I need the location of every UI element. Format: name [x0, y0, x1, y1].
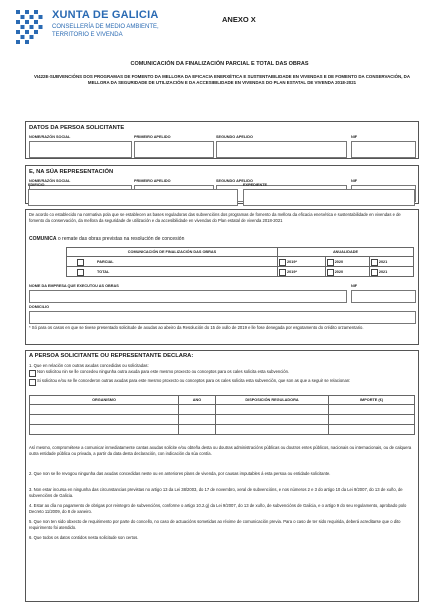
parcial-label: PARCIAL: [97, 259, 114, 264]
total-2020-checkbox[interactable]: [327, 269, 334, 276]
company-label: NOME DA EMPRESA QUE EXECUTOU AS OBRAS: [29, 284, 119, 288]
aids-cell[interactable]: [30, 405, 179, 415]
declara-item-1: 1. Que en relación con outras axudas concedidas ou solicitadas:: [29, 363, 149, 368]
applicant-nif-label: NIF: [351, 135, 358, 139]
document-title: COMUNICACIÓN DA FINALIZACIÓN PARCIAL E TOTAL DAS OBRAS: [130, 61, 309, 67]
org-sub-line-2: TERRITORIO E VIVENDA: [52, 32, 123, 38]
domicilio-field[interactable]: [29, 311, 416, 324]
parcial-2019-checkbox[interactable]: [279, 259, 286, 266]
applicant-surname1-field[interactable]: [134, 141, 214, 158]
comunica-heading-rest: o remate das obras previstas na resolución de concesión: [56, 236, 185, 242]
domicilio-label: DOMICILIO: [29, 305, 50, 309]
aids-head-ano: ANO: [179, 396, 216, 405]
comunica-heading-bold: COMUNICA: [29, 236, 57, 242]
aids-cell[interactable]: [329, 425, 415, 435]
total-2021-label: 2021: [378, 269, 388, 274]
parcial-2021-label: 2021: [378, 259, 388, 264]
no-other-aid-checkbox[interactable]: [29, 370, 36, 377]
total-2020-label: 2020: [334, 269, 344, 274]
org-department: [52, 23, 159, 39]
aids-cell[interactable]: [179, 415, 216, 425]
comunica-heading: [29, 236, 415, 242]
applicant-name-field[interactable]: [29, 141, 132, 158]
parcial-2020-label: 2020: [334, 259, 344, 264]
total-2021-checkbox[interactable]: [371, 269, 378, 276]
total-checkbox[interactable]: [77, 269, 84, 276]
rep-surname2-label: SEGUNDO APELIDO: [216, 179, 253, 183]
aids-row: [30, 425, 415, 435]
expediente-label: EXPEDIENTE: [243, 183, 268, 187]
completion-table: [66, 247, 414, 277]
aids-row: [30, 405, 415, 415]
total-2019-label: 2019*: [287, 269, 297, 274]
aids-cell[interactable]: [329, 415, 415, 425]
xunta-logo: [16, 10, 48, 48]
no-other-aid-text: Non solicitou nin se lle concedeu ningunha outra axuda para este mesmo proxecto ou conceptos para os cales solicita esta subvención.: [37, 369, 290, 374]
aids-cell[interactable]: [216, 405, 329, 415]
aids-head-organismo: ORGANISMO: [30, 396, 179, 405]
applicant-surname2-label: SEGUNDO APELIDO: [216, 135, 253, 139]
applicant-nif-field[interactable]: [351, 141, 416, 158]
aids-cell[interactable]: [30, 415, 179, 425]
applicant-section-title: DATOS DA PERSOA SOLICITANTE: [29, 125, 125, 131]
aids-cell[interactable]: [179, 405, 216, 415]
total-2019-checkbox[interactable]: [279, 269, 286, 276]
declara-item-4: 4. Estar ao día no pagamento de obrigas por reintegro de subvencións, conforme o artigo 10.2.g) da Lei 9/2007, do 13 de xuño, de subvencións de Galicia, e o artigo 9 do seu regulamento, aprobado polo Decreto 11/2009, do 8 de xaneiro.: [29, 503, 407, 515]
aids-cell[interactable]: [179, 425, 216, 435]
declara-item-2: 2. Que non se lle revogou ningunha das axudas concedidas neste ou en anteriores plans de vivenda, por causas imputables á esta persoa ou entidade solicitante.: [29, 471, 331, 476]
comunica-intro: De acordo co establecido na normativa pola que se establecen as bases reguladoras das subvencións dos programas de fomento da mellora da eficacia enerxética e sustentabilidade en vivendas e de fomento da conservación, da mellora da seguridade de utilización e da accesibilidade en vivendas do Plan estatal de vivenda 2018-2021: [29, 212, 401, 224]
company-nif-label: NIF: [351, 284, 358, 288]
aids-head-importe: IMPORTE (€): [329, 396, 415, 405]
declara-item-3: 3. Non estar incursa en ningunha das circunstancias previstas no artigo 13 da Lei 38/2003, do 17 de novembro, xeral de subvencións, e nos números 2 e 3 do artigo 10 da Lei 9/2007, do 13 de xuño, de subvencións de Galicia.: [29, 487, 403, 499]
applicant-section: [25, 121, 419, 159]
document-subtitle: VI422E-SUBVENCIÓNS DOS PROGRAMAS DE FOMENTO DA MELLORA DA EFICACIA ENERXÉTICA E SUSTENTABILIDADE EN VIVENDAS E DE FOMENTO DA CONSERVACIÓN, DA MELLORA DA SEGURIDADE DE UTILIZACIÓN E DA ACCESIBILIDADE EN VIVENDAS DO PLAN ESTATAL DE VIVENDA 2018-2021: [34, 74, 410, 86]
aids-head-disposicion: DISPOSICIÓN REGULADORA: [216, 396, 329, 405]
completion-table-head: COMUNICACIÓN DE FINALIZACIÓN DAS OBRAS: [67, 248, 278, 257]
representative-section-title: E, NA SÚA REPRESENTACIÓN: [29, 169, 114, 175]
other-aid-text: Si solicitou e/ou se lle concederon outras axudas para este mesmo proxecto ou conceptos para os cales solicita esta subvención, que son as que a seguir se relacionan:: [37, 378, 351, 383]
aids-row: [30, 415, 415, 425]
aids-cell[interactable]: [30, 425, 179, 435]
parcial-2020-checkbox[interactable]: [327, 259, 334, 266]
edificio-label: EDIFICIO: [28, 183, 45, 187]
parcial-2019-label: 2019*: [287, 259, 297, 264]
total-label: TOTAL: [97, 269, 110, 274]
company-nif-field[interactable]: [351, 290, 416, 303]
declara-item-6: 6. Que todos os datos contidos nesta solicitude son certos.: [29, 535, 139, 540]
aids-cell[interactable]: [216, 415, 329, 425]
row-parcial: [67, 257, 414, 267]
other-aid-checkbox[interactable]: [29, 379, 36, 386]
org-name: XUNTA DE GALICIA: [52, 9, 159, 21]
edificio-field[interactable]: [28, 189, 238, 206]
other-aids-table: [29, 395, 415, 435]
declara-title: A PERSOA SOLICITANTE OU REPRESENTANTE DECLARA:: [29, 353, 194, 359]
parcial-2021-checkbox[interactable]: [371, 259, 378, 266]
annuality-head: ANUALIDADE: [278, 248, 414, 257]
org-sub-line-1: CONSELLERÍA DE MEDIO AMBIENTE,: [52, 24, 159, 30]
applicant-surname1-label: PRIMEIRO APELIDO: [134, 135, 171, 139]
declara-item-5: 5. Que non ten sido obxecto de requirimento por parte do concello, no caso de actuacións sometidas ao réxime de comunicación previa. Para o caso de ter sido requirida, deberá acreditarse que o dito requirimento foi atendido.: [29, 519, 401, 531]
rep-nif-label: NIF: [351, 179, 358, 183]
declara-section: [25, 350, 419, 602]
comunica-footnote: * Só para os casos en que se tivese presentado solicitude de axudas ao abeiro da Resolución do 15 de xullo de 2019 e lle fose denegada por esgotamento do crédito orzamentario.: [29, 325, 364, 330]
row-total: [67, 267, 414, 277]
applicant-surname2-field[interactable]: [216, 141, 347, 158]
parcial-checkbox[interactable]: [77, 259, 84, 266]
company-name-field[interactable]: [29, 290, 347, 303]
annex-label: ANEXO X: [222, 15, 256, 24]
expediente-field[interactable]: [243, 189, 415, 206]
aids-cell[interactable]: [216, 425, 329, 435]
aids-cell[interactable]: [329, 405, 415, 415]
declara-commitment: Así mesmo, comprométese a comunicar inmediatamente cantas axudas solicite e/ou obteña desta ou doutras administracións públicas ou doutros entes públicos, nacionais ou internacionais, ou de calquera outra entidade pública ou privada, a partir da data desta declaración, con indicación da súa contía.: [29, 445, 412, 457]
rep-name-label: NOME/RAZÓN SOCIAL: [29, 179, 71, 183]
rep-surname1-label: PRIMEIRO APELIDO: [134, 179, 171, 183]
applicant-name-label: NOME/RAZÓN SOCIAL: [29, 135, 71, 139]
comunica-section: [25, 209, 419, 345]
